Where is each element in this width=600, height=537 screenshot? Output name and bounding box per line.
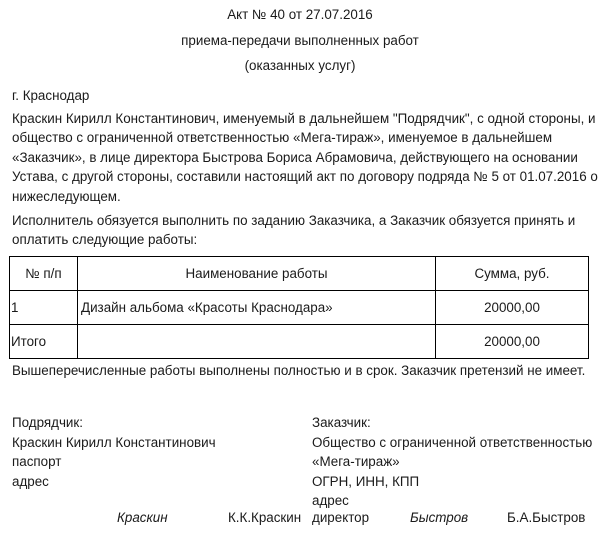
obligation-line: Исполнитель обязуется выполнить по заданию Заказчика, а Заказчик обязуется принять и (12, 213, 576, 228)
customer-block (312, 413, 592, 511)
contractor-signature-name: К.К.Краскин (228, 510, 302, 525)
act-subtitle: приема-передачи выполненных работ (181, 33, 419, 48)
intro-paragraph (12, 109, 596, 206)
cell-number: 1 (10, 291, 78, 325)
table-header-row (10, 257, 589, 291)
obligation-line: оплатить следующие работы: (12, 232, 198, 248)
table-total-row (10, 325, 589, 359)
city: г. Краснодар (12, 88, 90, 103)
intro-line: нижеследующем. (12, 188, 121, 204)
intro-line: Краскин Кирилл Константинович, именуемый в дальнейшем "Подрядчик", с одной стороны, и (12, 111, 596, 126)
conclusion: Вышеперечисленные работы выполнены полностью и в срок. Заказчик претензий не имеет. (12, 363, 586, 378)
act-title: Акт № 40 от 27.07.2016 (227, 7, 373, 22)
customer-position: директор (312, 510, 370, 525)
customer-ids: ОГРН, ИНН, КПП (312, 473, 420, 489)
intro-line: Устава, с другой стороны, составили настоящий акт по договору подряда № 5 от 01.07.2016 о (12, 169, 598, 185)
contractor-name: Краскин Кирилл Константинович (12, 434, 216, 450)
cell-total-sum: 20000,00 (436, 325, 589, 359)
customer-label: Заказчик: (312, 415, 371, 430)
contractor-address: адрес (12, 473, 49, 489)
customer-signature: Быстров (410, 510, 469, 525)
contractor-label: Подрядчик: (12, 415, 83, 430)
works-table (9, 256, 589, 359)
customer-org-line2: «Мега-тираж» (312, 454, 400, 470)
header-work-name: Наименование работы (78, 257, 436, 291)
cell-total-label: Итого (10, 325, 78, 359)
contractor-passport: паспорт (12, 454, 62, 470)
contractor-signature: Краскин (117, 510, 168, 525)
table-row (10, 291, 589, 325)
header-number: № п/п (10, 257, 78, 291)
intro-line: «Заказчик», в лице директора Быстрова Бориса Абрамовича, действующего на основании (12, 149, 578, 165)
cell-total-empty (78, 325, 436, 359)
header-sum: Сумма, руб. (436, 257, 589, 291)
act-subtitle-services: (оказанных услуг) (244, 58, 356, 73)
contractor-block (12, 413, 216, 491)
customer-address: адрес (312, 493, 349, 509)
obligation-paragraph (12, 211, 596, 250)
intro-line: общество с ограниченной ответственностью «Мега-тираж», именуемое в дальнейшем (12, 130, 553, 146)
customer-signature-name: Б.А.Быстров (507, 510, 586, 525)
cell-sum: 20000,00 (436, 291, 589, 325)
cell-work-name: Дизайн альбома «Красоты Краснодара» (78, 291, 436, 325)
customer-org-line1: Общество с ограниченной ответственностью (312, 434, 593, 450)
